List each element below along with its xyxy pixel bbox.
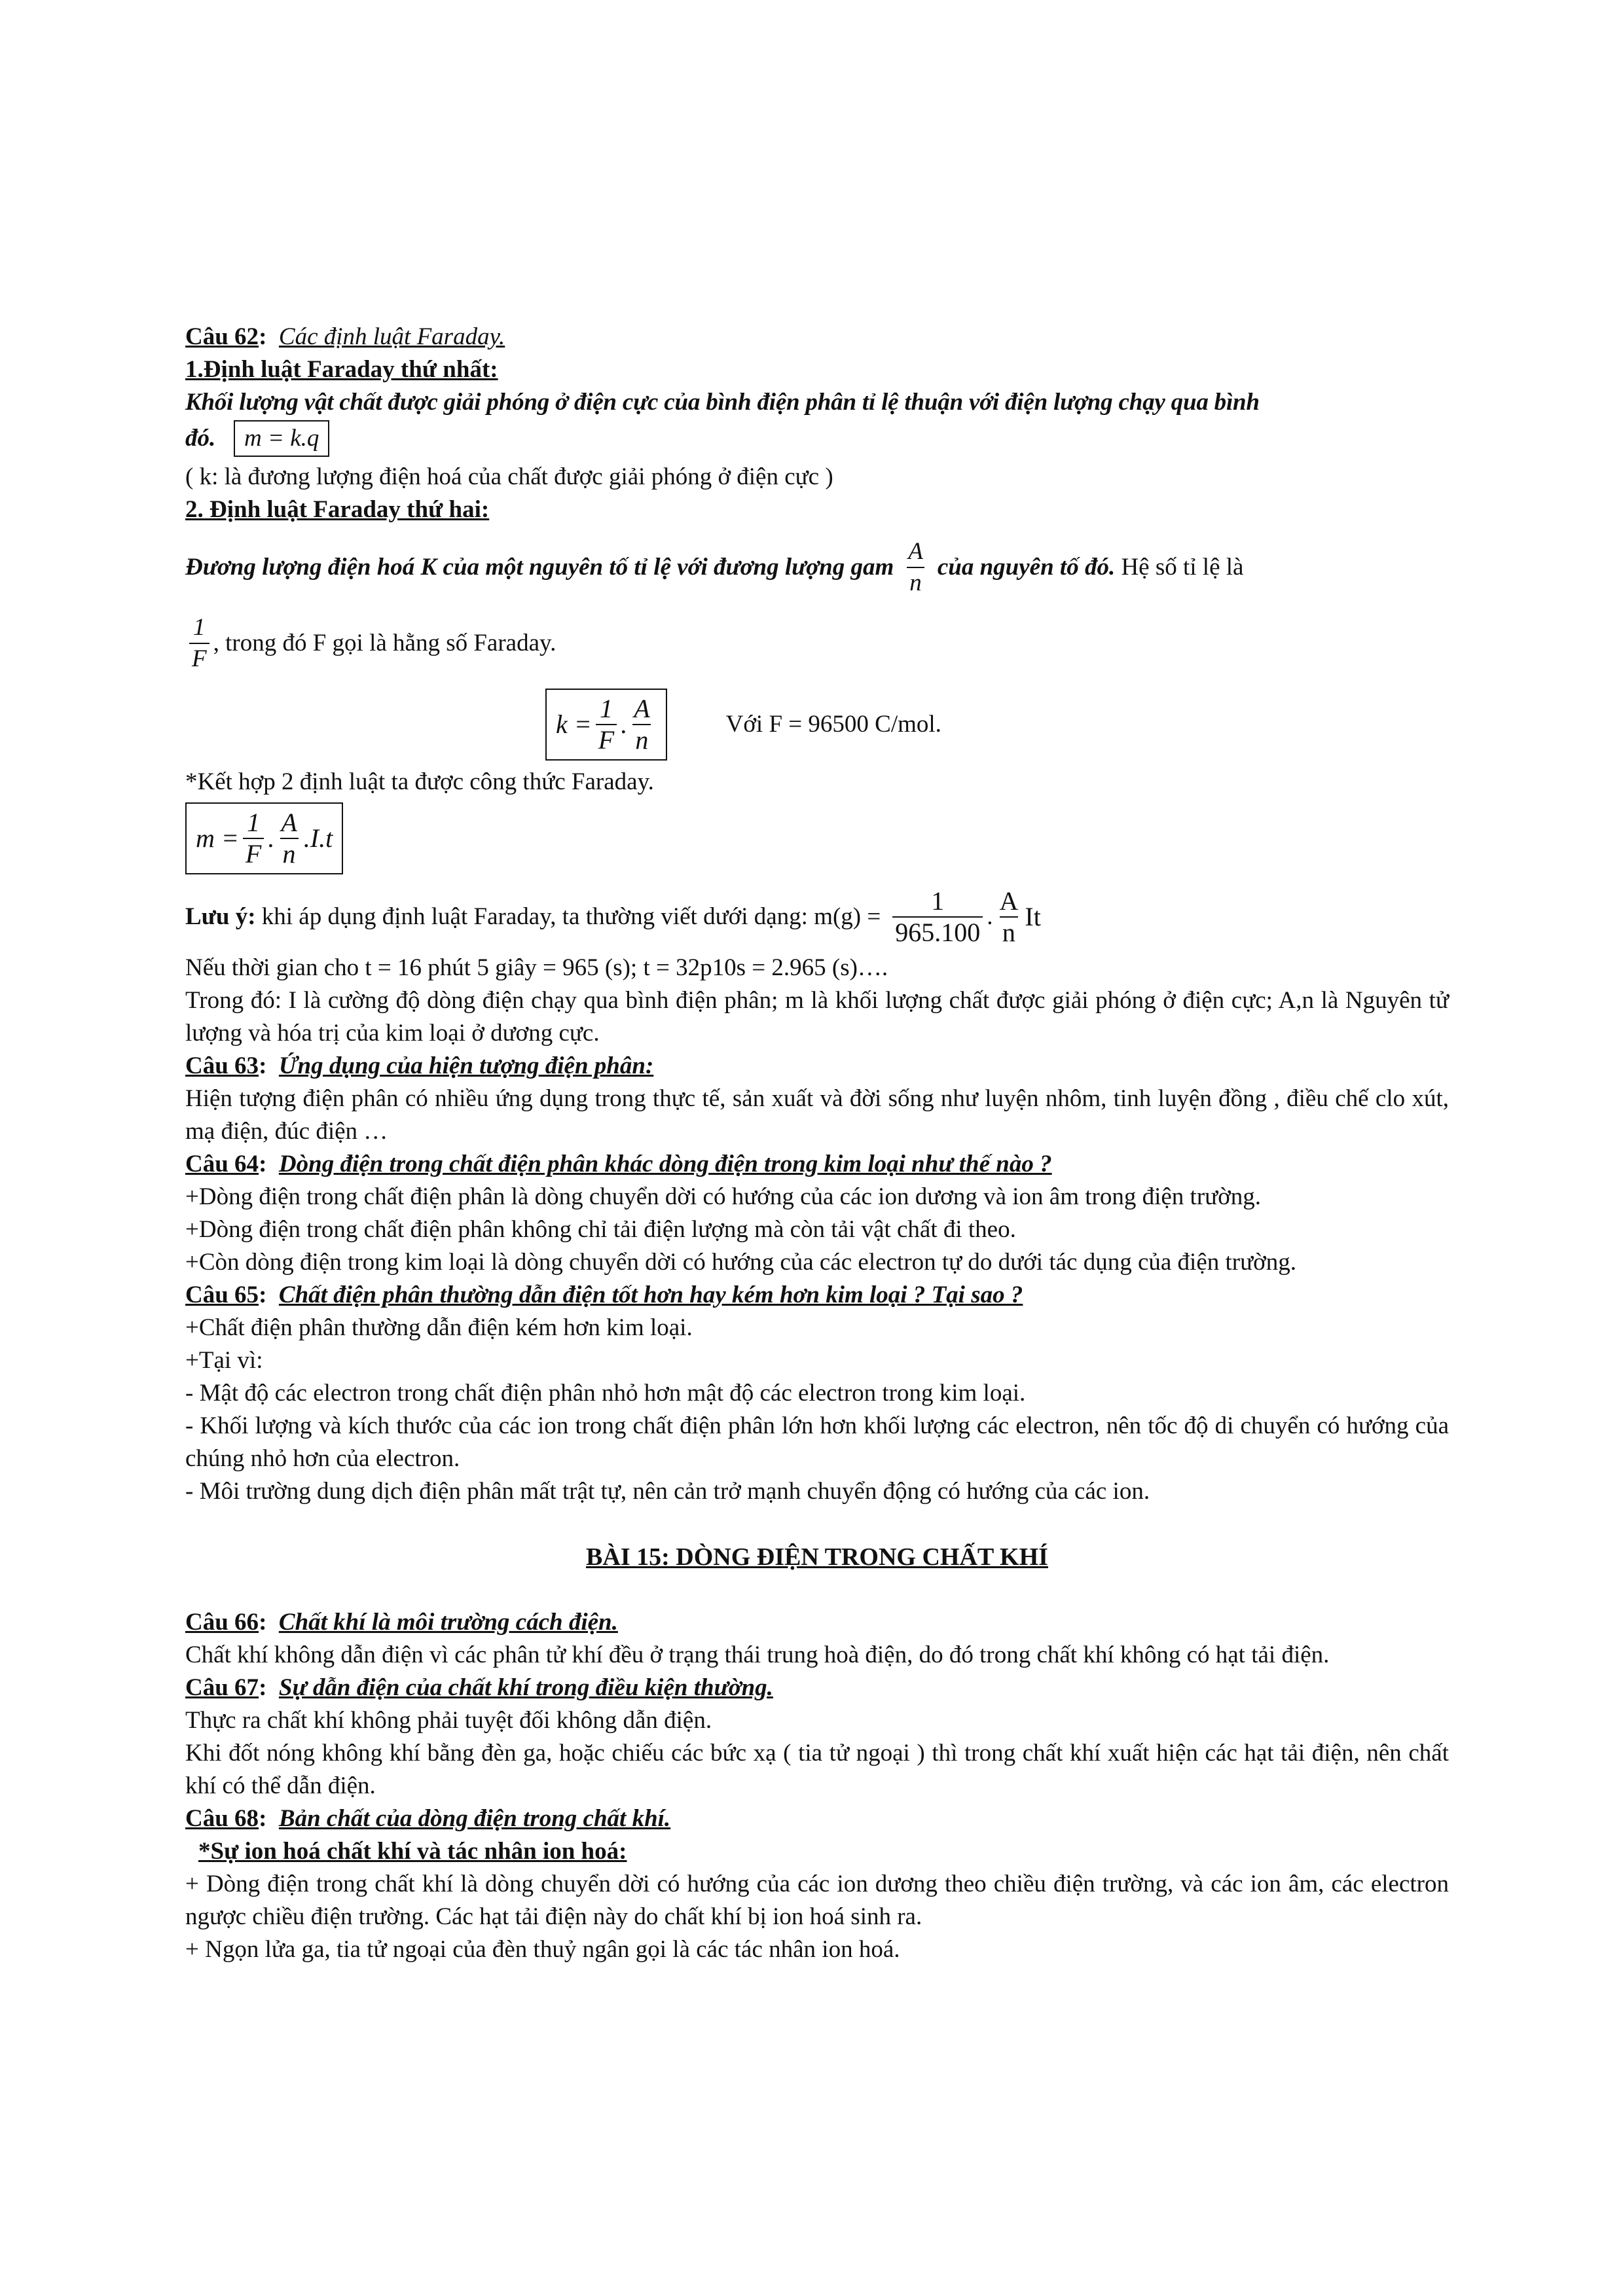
note-line: Lưu ý: khi áp dụng định luật Faraday, ta thường viết dưới dạng: m(g) = $\frac{1}{965.100}$ . $\frac{A}{n}$ It bbox=[185, 886, 1041, 947]
formula-m: m = $\frac{1}{F}$ . $\frac{A}{n}$ .I.t bbox=[185, 802, 343, 874]
q65-line: +Chất điện phân thường dẫn điện kém hơn kim loại. bbox=[185, 1314, 693, 1341]
q68-line: + Dòng điện trong chất khí là dòng chuyển dời có hướng của các ion dương theo chiều điện trường, và các ion âm, các electron ngược chiều điện trường. Các hạt tải điện này do chất khí bị ion hoá sinh ra. bbox=[185, 1871, 1449, 1930]
q68-heading: Câu 68: Bản chất của dòng điện trong chất khí. bbox=[185, 1805, 671, 1832]
where-text: Trong đó: I là cường độ dòng điện chạy qua bình điện phân; m là khối lượng chất được giải phóng ở điện cực; A,n là Nguyên tử lượng và hóa trị của kim loại ở dương cực. bbox=[185, 987, 1449, 1047]
q65-line: - Mật độ các electron trong chất điện phân nhỏ hơn mật độ các electron trong kim loại. bbox=[185, 1380, 1026, 1407]
q66-text: Chất khí không dẫn điện vì các phân tử khí đều ở trạng thái trung hoà điện, do đó trong chất khí không có hạt tải điện. bbox=[185, 1641, 1330, 1668]
faraday-constant-line: $\frac{1}{F}$ , trong đó F gọi là hằng số Faraday. bbox=[185, 613, 1449, 674]
q64-line: +Dòng điện trong chất điện phân không chỉ tải điện lượng mà còn tải vật chất đi theo. bbox=[185, 1216, 1016, 1243]
fraction-A-over-n: $\frac{A}{n}$ bbox=[905, 537, 926, 598]
formula-m-kq: m = k.q bbox=[234, 420, 329, 457]
q68-subheading: *Sự ion hoá chất khí và tác nhân ion hoá: bbox=[198, 1838, 627, 1865]
q68-line: + Ngọn lửa ga, tia tử ngoại của đèn thuỷ ngân gọi là các tác nhân ion hoá. bbox=[185, 1936, 900, 1963]
law2-text: Đương lượng điện hoá K của một nguyên tố tỉ lệ với đương lượng gam $\frac{A}{n}$ của nguyên tố đó. Hệ số tỉ lệ là bbox=[185, 537, 1449, 598]
note-k: ( k: là đương lượng điện hoá của chất được giải phóng ở điện cực ) bbox=[185, 463, 833, 490]
time-text: Nếu thời gian cho t = 16 phút 5 giây = 965 (s); t = 32p10s = 2.965 (s)…. bbox=[185, 954, 888, 981]
document-page bbox=[185, 321, 1449, 1966]
q64-line: +Dòng điện trong chất điện phân là dòng chuyển dời có hướng của các ion dương và ion âm trong điện trường. bbox=[185, 1183, 1262, 1210]
q67-line: Thực ra chất khí không phải tuyệt đối không dẫn điện. bbox=[185, 1707, 712, 1734]
formula-k-line bbox=[545, 689, 1449, 761]
q65-heading: Câu 65: Chất điện phân thường dẫn điện tốt hơn hay kém hơn kim loại ? Tại sao ? bbox=[185, 1282, 1023, 1308]
q63-text: Hiện tượng điện phân có nhiều ứng dụng trong thực tế, sản xuất và đời sống như luyện nhôm, tinh luyện đồng , điều chế clo xút, mạ điện, đúc điện … bbox=[185, 1085, 1449, 1145]
law2-heading: 2. Định luật Faraday thứ hai: bbox=[185, 496, 490, 523]
formula-m-line bbox=[185, 802, 1449, 874]
q65-line: - Môi trường dung dịch điện phân mất trật tự, nên cản trở mạnh chuyển động có hướng của các ion. bbox=[185, 1478, 1150, 1505]
law1-text-cont: đó. m = k.q bbox=[185, 420, 1449, 457]
question-number: Câu 62 bbox=[185, 323, 259, 350]
q67-heading: Câu 67: Sự dẫn điện của chất khí trong điều kiện thường. bbox=[185, 1674, 773, 1701]
q65-line: - Khối lượng và kích thước của các ion trong chất điện phân lớn hơn khối lượng các electron, nên tốc độ di chuyển có hướng của chúng nhỏ hơn của electron. bbox=[185, 1412, 1449, 1472]
faraday-value: Với F = 96500 C/mol. bbox=[725, 711, 941, 738]
q62-heading: Câu 62: Các định luật Faraday. bbox=[185, 323, 505, 350]
law1-heading: 1.Định luật Faraday thứ nhất: bbox=[185, 356, 498, 383]
lesson-title: BÀI 15: DÒNG ĐIỆN TRONG CHẤT KHÍ bbox=[586, 1543, 1048, 1571]
combine-text: *Kết hợp 2 định luật ta được công thức Faraday. bbox=[185, 768, 654, 795]
q66-heading: Câu 66: Chất khí là môi trường cách điện. bbox=[185, 1609, 618, 1636]
q64-line: +Còn dòng điện trong kim loại là dòng chuyển dời có hướng của các electron tự do dưới tác dụng của điện trường. bbox=[185, 1249, 1296, 1276]
q63-heading: Câu 63: Ứng dụng của hiện tượng điện phân: bbox=[185, 1052, 654, 1079]
q65-line: +Tại vì: bbox=[185, 1347, 263, 1374]
fraction-1-over-F: $\frac{1}{F}$ bbox=[189, 613, 210, 674]
law1-text: Khối lượng vật chất được giải phóng ở điện cực của bình điện phân tỉ lệ thuận với điện lượng chạy qua bình bbox=[185, 389, 1260, 416]
q64-heading: Câu 64: Dòng điện trong chất điện phân khác dòng điện trong kim loại như thế nào ? bbox=[185, 1151, 1052, 1177]
q67-line: Khi đốt nóng không khí bằng đèn ga, hoặc chiếu các bức xạ ( tia tử ngoại ) thì trong chất khí xuất hiện các hạt tải điện, nên chất khí có thể dẫn điện. bbox=[185, 1740, 1449, 1799]
formula-k: k = $\frac{1}{F}$ . $\frac{A}{n}$ bbox=[545, 689, 667, 761]
question-title: Các định luật Faraday. bbox=[278, 323, 505, 350]
